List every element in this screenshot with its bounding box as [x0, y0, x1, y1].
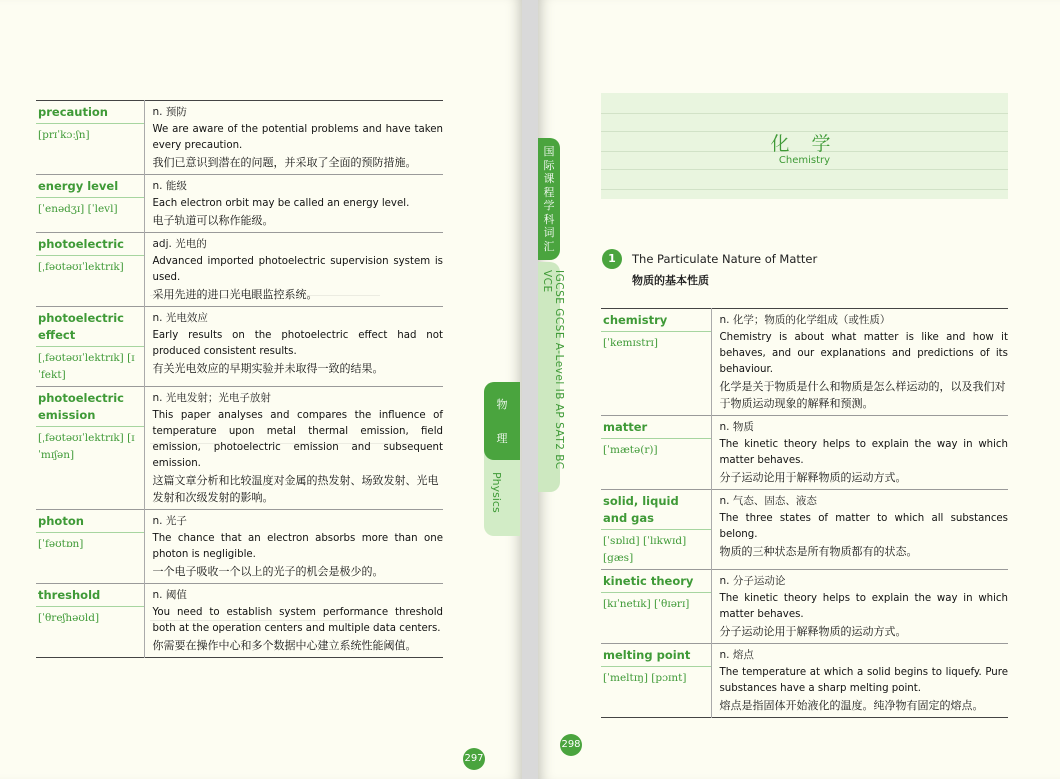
section-number: 1	[602, 249, 622, 269]
vocab-pos-meaning: n. 物质	[719, 421, 754, 433]
vocab-example-en: We are aware of the potential problems and have taken every precaution.	[152, 124, 443, 151]
vocab-pos-meaning: n. 光子	[152, 515, 187, 527]
vocab-term: photoelectric	[36, 233, 144, 256]
vocab-pos-meaning: n. 预防	[152, 106, 187, 118]
definition-cell	[711, 416, 1008, 490]
vocab-term: chemistry	[601, 309, 711, 332]
spine-char: 词	[543, 226, 555, 239]
vocab-term: matter	[601, 416, 711, 439]
vocab-entry	[601, 644, 1008, 718]
vocab-example-zh: 我们已意识到潜在的问题，并采取了全面的预防措施。	[152, 156, 417, 169]
vocab-phonetic: [ˌfəʊtəʊɪˈlektrɪk]	[38, 261, 124, 273]
vocab-example-zh: 物质的三种状态是所有物质都有的状态。	[719, 545, 918, 558]
term-cell	[601, 309, 711, 416]
term-cell	[601, 570, 711, 644]
vocab-example-en: The temperature at which a solid begins to liquefy. Pure substances have a sharp melting point.	[719, 667, 1008, 694]
vocab-example-en: Advanced imported photoelectric supervision system is used.	[152, 256, 443, 283]
vocab-example-zh: 分子运动论用于解释物质的运动方式。	[719, 471, 907, 484]
vocab-pos-meaning: n. 光电发射；光电子放射	[152, 392, 271, 404]
vocab-pos-meaning: n. 气态、固态、液态	[719, 495, 817, 507]
vocab-example-en: Early results on the photoelectric effect had not produced consistent results.	[152, 330, 443, 357]
term-cell	[36, 510, 144, 584]
term-cell	[36, 175, 144, 233]
vocab-term: photoelectric effect	[36, 307, 144, 347]
term-cell	[601, 490, 711, 570]
page-number-left: 297	[463, 748, 485, 770]
definition-cell	[144, 307, 443, 387]
vocab-example-en: The chance that an electron absorbs more than one photon is negligible.	[152, 533, 443, 560]
term-cell	[36, 584, 144, 658]
vocab-example-en: You need to establish system performance threshold both at the operation centers and multiple data centers.	[152, 607, 443, 634]
spine-char: 程	[543, 185, 555, 199]
spine-char: 课	[543, 172, 555, 185]
spine-exam-list: IGCSE GCSE A-Level IB AP SAT2 BC VCE	[541, 270, 565, 470]
vocab-example-zh: 一个电子吸收一个以上的光子的机会是极少的。	[152, 565, 384, 578]
vocab-phonetic: [ˌfəʊtəʊɪˈlektrɪk] [ɪˈmɪʃən]	[38, 432, 135, 461]
spine-char: 际	[543, 158, 555, 172]
term-cell	[36, 307, 144, 387]
vocab-pos-meaning: adj. 光电的	[152, 238, 207, 250]
subject-char: 物	[496, 398, 508, 411]
vocab-example-zh: 这篇文章分析和比较温度对金属的热发射、场致发射、光电发射和次级发射的影响。	[152, 474, 439, 504]
chapter-header	[601, 93, 1008, 199]
definition-cell	[711, 490, 1008, 570]
vocab-example-zh: 电子轨道可以称作能级。	[152, 214, 274, 227]
section-title-zh: 物质的基本性质	[632, 274, 709, 287]
definition-cell	[144, 510, 443, 584]
chapter-subtitle: Chemistry	[778, 155, 831, 166]
spine-char: 学	[543, 199, 555, 212]
page-number-right: 298	[560, 734, 582, 756]
chapter-title: 化 学	[770, 133, 839, 155]
definition-cell	[144, 584, 443, 658]
vocab-table-left	[36, 100, 443, 658]
vocab-entry	[36, 307, 443, 387]
spine-char: 国	[543, 145, 555, 158]
vocab-term: photon	[36, 510, 144, 533]
vocab-entry	[601, 490, 1008, 570]
vocab-term: solid, liquid and gas	[601, 490, 711, 530]
term-cell	[36, 387, 144, 510]
vocab-phonetic: [ˈmætə(r)]	[603, 444, 658, 456]
vocab-example-en: The kinetic theory helps to explain the way in which matter behaves.	[719, 439, 1008, 466]
vocab-phonetic: [ˈenədʒɪ] [ˈlevl]	[38, 203, 118, 215]
vocab-example-en: Each electron orbit may be called an energy level.	[152, 198, 410, 209]
vocab-term: energy level	[36, 175, 144, 198]
vocab-example-zh: 有关光电效应的早期实验并未取得一致的结果。	[152, 362, 384, 375]
vocab-example-en: The kinetic theory helps to explain the way in which matter behaves.	[719, 593, 1008, 620]
vocab-entry	[36, 175, 443, 233]
vocab-entry	[36, 233, 443, 307]
spine-char: 汇	[543, 239, 555, 253]
vocab-example-en: This paper analyses and compares the influence of temperature upon metal thermal emission, field emission, photoelectric emission and subsequent emission.	[152, 410, 443, 469]
term-cell	[36, 233, 144, 307]
vocab-phonetic: [prɪˈkɔːʃn]	[38, 129, 90, 141]
vocab-term: kinetic theory	[601, 570, 711, 593]
vocab-example-zh: 你需要在操作中心和多个数据中心建立系统性能阈值。	[152, 639, 417, 652]
spine-tab-zh	[538, 138, 560, 260]
vocab-entry	[36, 584, 443, 658]
vocab-term: melting point	[601, 644, 711, 667]
definition-cell	[144, 233, 443, 307]
term-cell	[36, 101, 144, 175]
vocab-phonetic: [ˈfəʊtɒn]	[38, 538, 84, 550]
vocab-example-zh: 熔点是指固体开始液化的温度。纯净物有固定的熔点。	[719, 699, 984, 712]
section-title-en: The Particulate Nature of Matter	[632, 252, 818, 266]
subject-tab-zh	[484, 382, 520, 460]
definition-cell	[144, 175, 443, 233]
vocab-example-zh: 分子运动论用于解释物质的运动方式。	[719, 625, 907, 638]
vocab-phonetic: [ˌfəʊtəʊɪˈlektrɪk] [ɪˈfekt]	[38, 352, 135, 381]
term-cell	[601, 416, 711, 490]
vocab-example-zh: 采用先进的进口光电眼监控系统。	[152, 288, 318, 301]
definition-cell	[711, 570, 1008, 644]
vocab-entry	[36, 387, 443, 510]
vocab-term: photoelectric emission	[36, 387, 144, 427]
definition-cell	[144, 387, 443, 510]
vocab-phonetic: [ˈsɒlɪd] [ˈlɪkwɪd] [gæs]	[603, 535, 687, 564]
vocab-example-zh: 化学是关于物质是什么和物质是怎么样运动的，以及我们对于物质运动现象的解释和预测。	[719, 380, 1006, 410]
definition-cell	[711, 309, 1008, 416]
vocab-pos-meaning: n. 化学；物质的化学组成（或性质）	[719, 314, 891, 326]
subject-tab-en: Physics	[490, 472, 503, 513]
spine-char: 科	[543, 212, 555, 226]
subject-char: 理	[496, 432, 508, 445]
vocab-phonetic: [ˈmeltɪŋ] [pɔɪnt]	[603, 672, 687, 684]
vocab-entry	[36, 510, 443, 584]
vocab-pos-meaning: n. 熔点	[719, 649, 754, 661]
vocab-entry	[601, 416, 1008, 490]
vocab-entry	[36, 101, 443, 175]
vocab-example-en: Chemistry is about what matter is like and how it behaves, and our explanations and predictions of its behaviour.	[719, 332, 1008, 375]
vocab-pos-meaning: n. 光电效应	[152, 312, 208, 324]
term-cell	[601, 644, 711, 718]
vocab-entry	[601, 570, 1008, 644]
vocab-phonetic: [ˈθreʃhəʊld]	[38, 612, 100, 624]
vocab-entry	[601, 309, 1008, 416]
vocab-term: threshold	[36, 584, 144, 607]
vocab-table-right	[601, 308, 1008, 718]
subject-tab-physics[interactable]	[484, 382, 520, 536]
vocab-pos-meaning: n. 分子运动论	[719, 575, 786, 587]
definition-cell	[711, 644, 1008, 718]
vocab-phonetic: [ˈkemɪstrɪ]	[603, 337, 658, 349]
vocab-term: precaution	[36, 101, 144, 124]
vocab-pos-meaning: n. 阈值	[152, 589, 187, 601]
vocab-example-en: The three states of matter to which all substances belong.	[719, 513, 1008, 540]
definition-cell	[144, 101, 443, 175]
vocab-phonetic: [kɪˈnetɪk] [ˈθɪərɪ]	[603, 598, 690, 610]
vocab-pos-meaning: n. 能级	[152, 180, 187, 192]
spine-tab-en	[538, 262, 565, 492]
